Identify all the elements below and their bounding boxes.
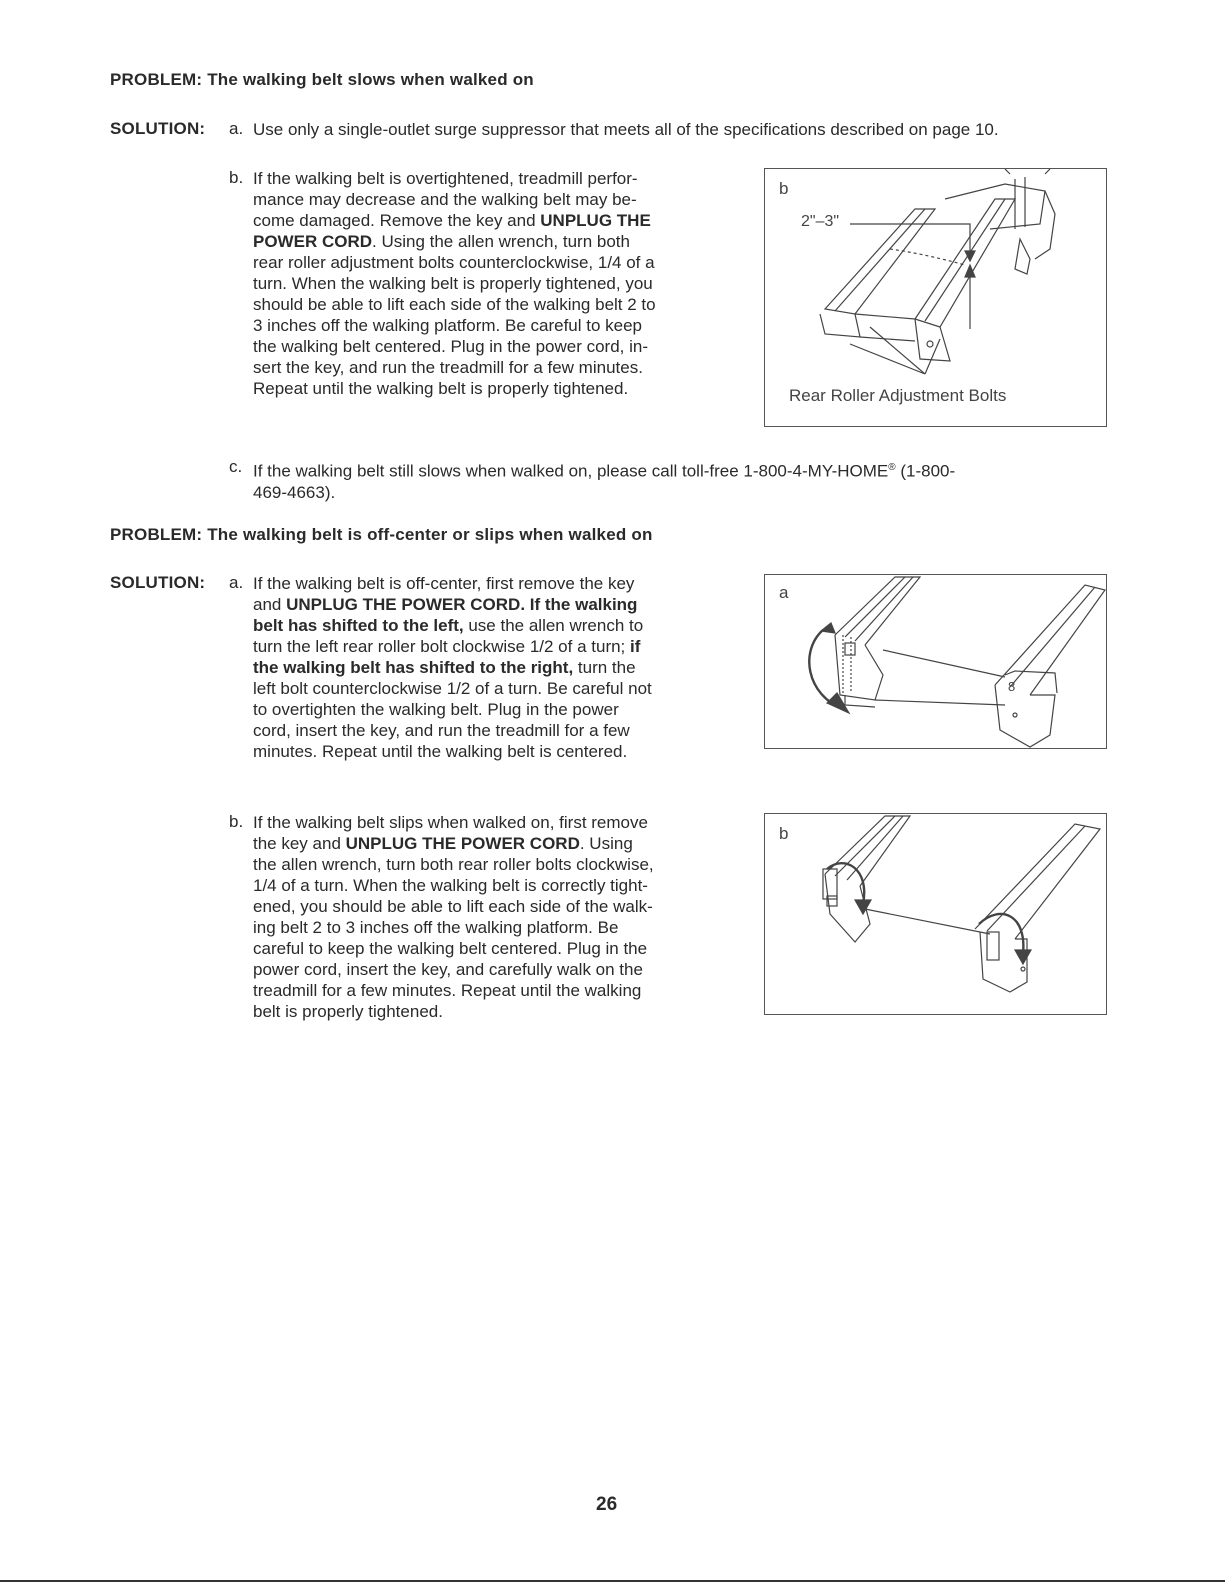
bolt-label: 8 — [1008, 679, 1016, 694]
solution-1-label: SOLUTION: — [110, 119, 206, 138]
problem-1-heading — [110, 70, 534, 90]
solution-1c-text: If the walking belt still slows when walked on, please call toll-free 1-800-4-MY-HOME® (1-800- 469-4663). — [253, 461, 956, 502]
figure-1-caption: Rear Roller Adjustment Bolts — [789, 386, 1007, 405]
solution-1c-letter: c. — [229, 457, 243, 476]
solution-2b-letter: b. — [229, 812, 244, 831]
power-cord-warning: POWER CORD — [253, 232, 372, 251]
unplug-warning: UNPLUG THE — [540, 211, 651, 230]
problem-title: The walking belt slows when walked on — [207, 70, 534, 89]
page-number: 26 — [596, 1494, 618, 1515]
roller-bolt-illustration — [765, 575, 1106, 748]
figure-belt-slipping — [764, 813, 1107, 1015]
solution-2-label: SOLUTION: — [110, 573, 206, 592]
solution-1b-text: If the walking belt is overtightened, treadmill perfor- mance may decrease and the walking belt may be- come damaged. Remove the key and UNPLUG THE POWER CORD. Using the allen wrench, turn both rear roller adjustment bolts counterclockwise, 1/4 of a turn. When the walking belt is properly tightened, you should be able to lift each side of the walking belt 2 to 3 inches off the walking platform. Be careful to keep the walking belt centered. Plug in the power cord, in- sert the key, and run the treadmill for a few minutes. Repeat until the walking belt is properly tightened. — [253, 169, 656, 398]
problem-title: The walking belt is off-center or slips when walked on — [207, 525, 653, 544]
solution-1a-letter: a. — [229, 119, 244, 138]
dimension-label: 2"–3" — [801, 213, 840, 230]
figure-2-letter: a — [779, 583, 789, 602]
registered-mark: ® — [888, 462, 896, 473]
figure-belt-tension — [764, 168, 1107, 427]
solution-2b-text: If the walking belt slips when walked on, first remove the key and UNPLUG THE POWER CORD. Using the allen wrench, turn both rear roller bolts clockwise, 1/4 of a turn. When the walking belt is correctly tight- ened, you should be able to lift each side of the walk- ing belt 2 to 3 inches off the walking platform. Be careful to keep the walking belt centered. Plug in the power cord, insert the key, and carefully walk on the treadmill for a few minutes. Repeat until the walking belt is properly tightened. — [253, 813, 654, 1021]
problem-2-heading — [110, 525, 653, 545]
figure-1-letter: b — [779, 179, 789, 198]
figure-belt-centering — [764, 574, 1107, 749]
figure-3-letter: b — [779, 824, 789, 843]
solution-2a-text: If the walking belt is off-center, first remove the key and UNPLUG THE POWER CORD. If the walking belt has shifted to the left, use the allen wrench to turn the left rear roller bolt clockwise 1/2 of a turn; if the walking belt has shifted to the right, turn the left bolt counterclockwise 1/2 of a turn. Be careful not to overtighten the walking belt. Plug in the power cord, insert the key, and run the treadmill for a few minutes. Repeat until the walking belt is centered. — [253, 574, 652, 761]
bottom-rule — [0, 1580, 1225, 1582]
solution-1a-text: Use only a single-outlet surge suppressor that meets all of the specifications described on page 10. — [253, 120, 999, 139]
problem-label: PROBLEM: — [110, 525, 203, 544]
solution-1b-letter: b. — [229, 168, 244, 187]
problem-label: PROBLEM: — [110, 70, 203, 89]
roller-bolts-clockwise-illustration — [765, 814, 1106, 1014]
solution-2a-letter: a. — [229, 573, 244, 592]
